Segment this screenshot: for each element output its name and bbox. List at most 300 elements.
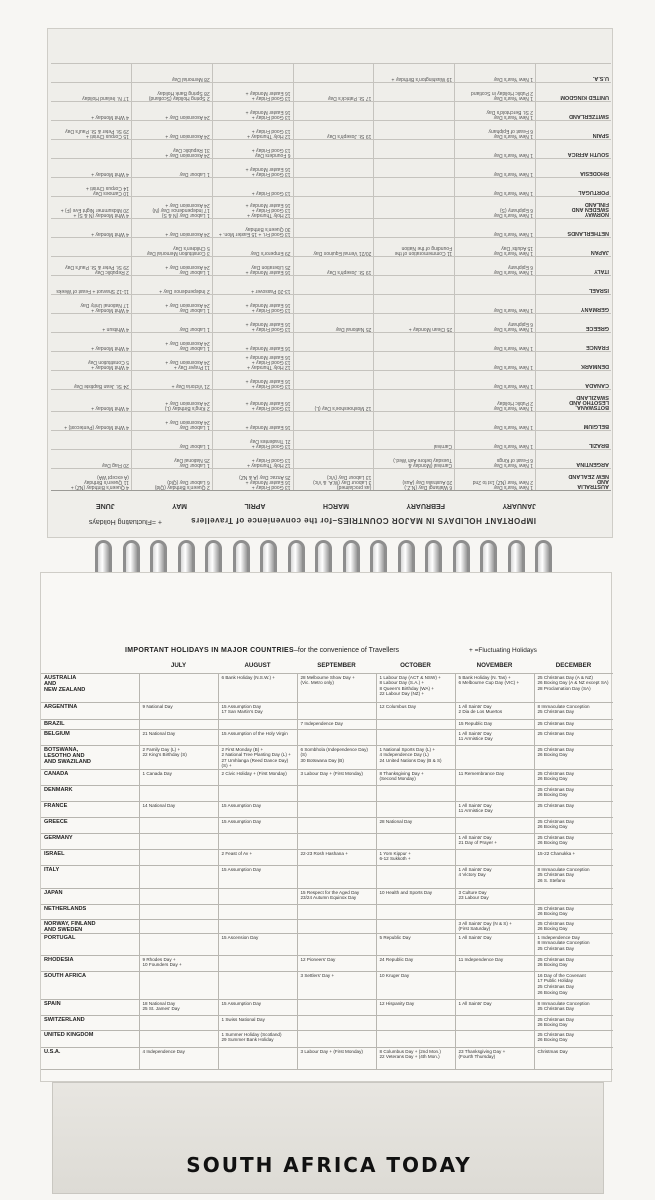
upper-holiday-cell	[373, 257, 454, 275]
upper-holiday-cell: 1 Labour Day 24 Ascension Day +	[131, 257, 212, 275]
holiday-cell: 15 Assumption Day	[218, 801, 297, 817]
holiday-cell	[297, 801, 376, 817]
holiday-cell: 8 Immaculate Conception 25 Christmas Day	[534, 999, 613, 1015]
holiday-cell: 25 Christmas Day	[534, 719, 613, 729]
upper-holiday-cell: 24 Ascension Day +	[131, 102, 212, 120]
country-row	[41, 1015, 613, 1030]
upper-holiday-cell: 1 New Year's Day	[454, 159, 535, 177]
upper-country-row	[51, 237, 611, 256]
month-header: MAY	[172, 502, 188, 509]
upper-holiday-cell: 15 Corpus Christi + 29 St. Peter & St. Paul's Day	[65, 128, 129, 139]
country-name: JAPAN	[41, 888, 139, 904]
holiday-cell: 15 Ascension Day	[218, 933, 297, 955]
holiday-cell: 15 Republic Day	[455, 719, 534, 729]
country-row	[41, 1030, 613, 1047]
upper-country-row	[51, 370, 611, 389]
upper-holiday-cell	[293, 371, 374, 389]
holiday-cell: 1 All Saints' Day	[455, 933, 534, 955]
upper-holiday-cell: 1 New Year's Day 2 New Year (NZ) 1st to 2nd	[454, 469, 535, 490]
upper-country-name: BRAZIL	[535, 431, 611, 449]
lower-calendar-page	[40, 572, 612, 1082]
upper-holiday-cell: 4 Whitsun +	[102, 326, 129, 332]
upper-page-table	[51, 36, 611, 491]
holiday-cell: 5 Bank Holiday (N. Tas) + 6 Melbourne Cup Day (VIC) +	[455, 673, 534, 702]
holiday-cell: 1 Labour Day (ACT & NSW) + 8 Labour Day (S.A.) + 8 Queen's Birthday (WA) + 22 Labour Day (NZ) +	[376, 673, 455, 702]
holiday-cell: 3 Culture Day 23 Labour Day	[455, 888, 534, 904]
fluctuating-holidays-note: + =Fluctuating Holidays	[469, 647, 537, 654]
holiday-cell	[455, 1030, 534, 1047]
calendar-base-card	[52, 1082, 604, 1194]
upper-country-name: ARGENTINA	[535, 450, 611, 468]
upper-holiday-cell	[293, 295, 374, 313]
country-name: GREECE	[41, 817, 139, 833]
upper-holiday-cell: 1 New Year's Day	[454, 64, 535, 82]
upper-holiday-cell: 1 New Year's Day 6 Feast of Epiphany	[454, 121, 535, 139]
holiday-cell: 15-22 Chanukka +	[534, 849, 613, 865]
upper-holiday-cell: 13 Good Friday + 16 Easter Monday +	[212, 295, 293, 313]
holiday-cell	[297, 865, 376, 888]
holiday-cell	[376, 865, 455, 888]
country-row	[41, 865, 613, 888]
upper-holiday-cell: 1 New Year's Day	[454, 371, 535, 389]
holiday-cell: 11 Remembrance Day	[455, 769, 534, 785]
upper-holiday-cell: 1 New Year's Day 6 Epiphany	[454, 314, 535, 332]
country-name: CANADA	[41, 769, 139, 785]
upper-holiday-cell: (as proclaimed) 3 Labour Day (W.A. & Vic) 13 Labour Day (Vic)	[293, 469, 374, 490]
upper-holiday-cell: 17 N. Ireland Holiday	[82, 95, 129, 101]
upper-holiday-cell: 1 Labour Day (N & S) 17 Independence Day (N) 24 Ascension Day +	[131, 197, 212, 218]
upper-holiday-cell: 4 Whit Monday (N & S) + 20 Midsummer Night Eve (F) +	[60, 207, 129, 218]
upper-country-name: RHODESIA	[535, 159, 611, 177]
holiday-cell	[297, 702, 376, 719]
holiday-cell	[218, 1047, 297, 1069]
upper-holiday-cell	[293, 140, 374, 158]
holiday-cell	[139, 933, 218, 955]
country-row	[41, 719, 613, 729]
holiday-cell	[218, 719, 297, 729]
upper-holiday-cell	[293, 352, 374, 370]
holiday-cell: 2 First Monday (B) + 2 National Tree Planting Day (L) + 27 Umhlanga (Reed Dance Day) (S) +	[218, 745, 297, 769]
upper-holiday-cell	[51, 140, 131, 158]
upper-holiday-cell: 13 Good Fri. + 15 Easter Mon. + 30 Queen's Birthday	[212, 219, 293, 237]
upper-holiday-cell: 17 St. Patrick's Day	[293, 83, 374, 101]
upper-country-row	[51, 275, 611, 294]
upper-holiday-cell: 4 Whit Monday +	[91, 171, 129, 177]
upper-country-row	[51, 313, 611, 332]
upper-holiday-cell: 4 Whit Monday +	[91, 114, 129, 120]
upper-page-rotated-content	[48, 29, 613, 538]
holiday-cell: 1 All Saints' Day 4 Victory Day	[455, 865, 534, 888]
upper-holiday-cell	[373, 178, 454, 196]
holiday-cell: 3 Labour Day + (First Monday)	[297, 769, 376, 785]
holiday-cell	[376, 904, 455, 919]
country-name: SWITZERLAND	[41, 1015, 139, 1030]
upper-holiday-cell: 2 Republic Day 29 St. Peter & St. Paul's Day	[65, 264, 129, 275]
upper-holiday-cell	[51, 64, 131, 82]
country-name: GERMANY	[41, 833, 139, 849]
upper-country-name: U.S.A.	[535, 64, 611, 82]
upper-holiday-cell: 13 Good Friday + 16 Easter Monday + 25 Anzac Day (A & NZ)	[212, 469, 293, 490]
upper-holiday-cell: 13 Good Friday +	[212, 178, 293, 196]
country-name: PORTUGAL	[41, 933, 139, 955]
holiday-cell	[297, 904, 376, 919]
month-header: SEPTEMBER	[317, 661, 356, 669]
country-row	[41, 702, 613, 719]
holiday-cell: 1 All Saints' Day 11 Armistice Day	[455, 729, 534, 745]
holiday-cell: 3 All Saints' Day (N & S) + (First Saturday)	[455, 919, 534, 933]
holiday-cell: 8 Thanksgiving Day + (Second Monday)	[376, 769, 455, 785]
holiday-cell: 21 National Day	[139, 729, 218, 745]
holiday-cell: 25 Christmas Day 26 Boxing Day	[534, 769, 613, 785]
holiday-cell	[139, 1030, 218, 1047]
holiday-cell	[218, 904, 297, 919]
holiday-cell: 4 Independence Day	[139, 1047, 218, 1069]
holiday-cell: 25 Christmas Day 26 Boxing Day	[534, 1030, 613, 1047]
holiday-cell	[139, 817, 218, 833]
holiday-cell	[218, 888, 297, 904]
upper-holiday-cell: 1 New Year's Day	[454, 219, 535, 237]
page-title-subtitle: –for the convenience of Travellers	[294, 647, 400, 654]
upper-holiday-cell	[293, 64, 374, 82]
upper-country-name: BELGIUM	[535, 412, 611, 430]
upper-holiday-cell: Carnival	[373, 431, 454, 449]
upper-holiday-cell: 6 Founders Day 13 Good Friday +	[212, 140, 293, 158]
country-name: SOUTH AFRICA	[41, 971, 139, 999]
holiday-table-body	[41, 673, 613, 1069]
upper-country-name: FRANCE	[535, 333, 611, 351]
upper-holiday-cell: 13 Good Friday + 16 Easter Monday +	[212, 102, 293, 120]
holiday-cell	[455, 785, 534, 801]
holiday-cell: 15 Respect for the Aged Day 23/24 Autumn Equinox Day	[297, 888, 376, 904]
upper-country-row	[51, 411, 611, 430]
upper-holiday-cell: 1 New Year's Day	[454, 140, 535, 158]
upper-holiday-cell: 28 Memorial Day	[131, 64, 212, 82]
upper-country-row	[51, 139, 611, 158]
holiday-cell: 1 Canada Day	[139, 769, 218, 785]
holiday-cell: 25 Christmas Day 26 Boxing Day	[534, 919, 613, 933]
holiday-cell: 28 National Day	[376, 817, 455, 833]
upper-country-row	[51, 218, 611, 237]
month-header: APRIL	[244, 502, 266, 509]
country-name: ARGENTINA	[41, 702, 139, 719]
holiday-cell: 8 Immaculate Conception 25 Christmas Day	[534, 702, 613, 719]
country-row	[41, 833, 613, 849]
holiday-cell: 12 Pioneers' Day	[297, 955, 376, 971]
upper-holiday-cell: 29 Emperor's Day	[212, 238, 293, 256]
upper-holiday-cell	[131, 178, 212, 196]
holiday-cell	[139, 1015, 218, 1030]
holiday-cell	[297, 785, 376, 801]
holiday-cell: 23 Thanksgiving Day + (Fourth Thursday)	[455, 1047, 534, 1069]
holiday-cell: 2 Family Day (L) + 22 King's Birthday (S)	[139, 745, 218, 769]
upper-holiday-cell: 16 Easter Monday +	[212, 412, 293, 430]
holiday-cell: 3 Labour Day + (First Monday)	[297, 1047, 376, 1069]
upper-holiday-cell	[293, 333, 374, 351]
upper-holiday-cell: 2 Queen's Birthday (Qld) 6 Labour Day (Qld)	[131, 469, 212, 490]
upper-country-name: SOUTH AFRICA	[535, 140, 611, 158]
upper-country-name: SWITZERLAND	[535, 102, 611, 120]
holiday-cell: 6 Sombhola (Independence Day) (S) 30 Botswana Day (B)	[297, 745, 376, 769]
country-name: RHODESIA	[41, 955, 139, 971]
upper-holiday-cell: 1 Labour Day 24 Ascension Day +	[131, 295, 212, 313]
holiday-cell: 1 Yom Kippur + 6-12 Sukkoth +	[376, 849, 455, 865]
country-name: ISRAEL	[41, 849, 139, 865]
holiday-cell: 8 Immaculate Conception 25 Christmas Day 26 S. Stefano	[534, 865, 613, 888]
holiday-cell	[218, 971, 297, 999]
country-name: U.S.A.	[41, 1047, 139, 1069]
upper-holiday-cell: 13 Good Friday + 16 Easter Monday +	[212, 371, 293, 389]
holiday-cell	[218, 919, 297, 933]
holiday-cell	[139, 904, 218, 919]
upper-holiday-cell	[293, 219, 374, 237]
holiday-cell	[218, 785, 297, 801]
holiday-cell	[139, 849, 218, 865]
holiday-cell	[376, 719, 455, 729]
upper-holiday-cell: Carnival (Monday & Tuesday before Ash Wed.)	[373, 450, 454, 468]
country-row	[41, 801, 613, 817]
upper-holiday-cell: 25 National Day	[293, 314, 374, 332]
holiday-cell	[455, 817, 534, 833]
upper-holiday-cell: 1 New Year's Day 15 Adults' Day	[454, 238, 535, 256]
holiday-cell	[455, 904, 534, 919]
upper-holiday-cell	[212, 64, 293, 82]
holiday-cell	[376, 729, 455, 745]
holiday-cell: 15 Assumption Day	[218, 999, 297, 1015]
holiday-cell: 15 Assumption of the Holy Virgin	[218, 729, 297, 745]
upper-holiday-cell	[293, 431, 374, 449]
holiday-cell	[297, 1030, 376, 1047]
upper-holiday-cell: 2 King's Birthday (L) 24 Ascension Day +	[131, 390, 212, 411]
holiday-cell	[376, 1015, 455, 1030]
upper-holiday-cell: 10 Camoes Day 14 Corpus Christi +	[85, 185, 129, 196]
upper-country-row	[51, 256, 611, 275]
upper-holiday-cell	[373, 390, 454, 411]
country-row	[41, 999, 613, 1015]
month-header: AUGUST	[244, 661, 271, 669]
holiday-cell: 2 Feast of Av +	[218, 849, 297, 865]
upper-holiday-cell	[373, 83, 454, 101]
holiday-cell: 15 Assumption Day	[218, 865, 297, 888]
country-row	[41, 955, 613, 971]
country-name: NETHERLANDS	[41, 904, 139, 919]
holiday-table	[41, 659, 613, 1070]
holiday-cell	[455, 1015, 534, 1030]
upper-holiday-cell: 19 Washington's Birthday +	[373, 64, 454, 82]
country-name: BELGIUM	[41, 729, 139, 745]
holiday-cell	[297, 933, 376, 955]
upper-country-row	[51, 430, 611, 449]
country-row	[41, 919, 613, 933]
holiday-cell: 7 Independence Day	[297, 719, 376, 729]
upper-holiday-cell: 4 Whit Monday +	[91, 345, 129, 351]
upper-holiday-cell: 20/21 Vernal Equinox Day	[293, 238, 374, 256]
upper-holiday-cell: 21 Victoria Day +	[131, 371, 212, 389]
holiday-cell	[139, 833, 218, 849]
upper-holiday-cell: 20 Flag Day	[101, 462, 129, 468]
country-column-header	[41, 659, 139, 673]
holiday-cell: 1 All Saints' Day 11 Armistice Day	[455, 801, 534, 817]
holiday-cell	[139, 971, 218, 999]
holiday-cell	[376, 833, 455, 849]
holiday-cell: 2 Civic Holiday + (First Monday)	[218, 769, 297, 785]
country-row	[41, 817, 613, 833]
upper-holiday-cell	[373, 333, 454, 351]
country-row	[41, 933, 613, 955]
holiday-cell: 6 Bank Holiday (N.S.W.) +	[218, 673, 297, 702]
holiday-cell: 1 All Saints' Day 2 Dia de Los Muertos	[455, 702, 534, 719]
country-row	[41, 849, 613, 865]
upper-holiday-cell: 4 Whit Monday (Pentecost) +	[64, 424, 129, 430]
holiday-cell	[455, 745, 534, 769]
holiday-cell: 5 Republic Day	[376, 933, 455, 955]
upper-holiday-cell	[293, 276, 374, 294]
holiday-cell	[139, 888, 218, 904]
holiday-cell	[455, 849, 534, 865]
upper-holiday-cell	[373, 159, 454, 177]
upper-holiday-cell	[373, 352, 454, 370]
upper-country-name: PORTUGAL	[535, 178, 611, 196]
upper-country-row	[51, 294, 611, 313]
page-title	[125, 647, 399, 654]
upper-holiday-cell: 1 Labour Day	[131, 159, 212, 177]
upper-holiday-cell	[373, 295, 454, 313]
country-name: BOTSWANA, LESOTHO AND AND SWAZILAND	[41, 745, 139, 769]
holiday-cell: 25 Christmas Day 26 Boxing Day	[534, 955, 613, 971]
holiday-cell: Christmas Day	[534, 1047, 613, 1069]
upper-holiday-cell: 12 Holy Thursday + 13 Good Friday +	[212, 121, 293, 139]
upper-holiday-cell: 24 Ascension Day +	[131, 121, 212, 139]
holiday-cell: 15 Assumption Day	[218, 817, 297, 833]
holiday-cell	[139, 919, 218, 933]
holiday-cell: 14 National Day	[139, 801, 218, 817]
upper-holiday-cell	[293, 102, 374, 120]
upper-country-row	[51, 332, 611, 351]
upper-holiday-cell: 1 New Year's Day 2 Public Holiday	[454, 390, 535, 411]
holiday-cell	[297, 999, 376, 1015]
holiday-cell	[455, 971, 534, 999]
upper-country-row	[51, 389, 611, 411]
upper-holiday-cell: 1 Labour Day 24 Ascension Day +	[131, 412, 212, 430]
upper-holiday-cell: 24 St. Jean Baptiste Day	[73, 383, 129, 389]
upper-holiday-cell: 12 Holy Thursday + 13 Good Friday + 16 Easter Monday +	[212, 352, 293, 370]
upper-holiday-cell: 1 Labour Day	[131, 431, 212, 449]
upper-holiday-cell	[373, 412, 454, 430]
upper-holiday-cell: 12 Moshoeshoe's Day (L)	[293, 390, 374, 411]
upper-country-row	[51, 351, 611, 370]
holiday-cell: 22-23 Rosh Hashana +	[297, 849, 376, 865]
upper-holiday-cell	[373, 121, 454, 139]
upper-holiday-cell: 1 New Year's Day 2 Public Holiday in Scotland	[454, 83, 535, 101]
holiday-cell	[297, 833, 376, 849]
upper-country-name: GREECE	[535, 314, 611, 332]
holiday-cell: 24 Republic Day	[376, 955, 455, 971]
upper-page-flag-note: + =Fluctuating Holidays	[88, 518, 162, 525]
holiday-cell: 1 All Saints' Day	[455, 999, 534, 1015]
upper-holiday-cell: 1 New Year's Day	[454, 295, 535, 313]
country-name: SPAIN	[41, 999, 139, 1015]
upper-holiday-cell: 2 Independence Day +	[131, 276, 212, 294]
upper-page-months	[96, 502, 536, 509]
upper-country-row	[51, 468, 611, 490]
upper-holiday-cell: 13 Good Friday + 16 Easter Monday +	[212, 390, 293, 411]
holiday-cell	[297, 817, 376, 833]
upper-holiday-cell: 25 Clean Monday +	[373, 314, 454, 332]
upper-holiday-cell	[373, 140, 454, 158]
holiday-cell	[376, 919, 455, 933]
upper-holiday-cell	[293, 197, 374, 218]
upper-holiday-cell	[454, 276, 535, 294]
upper-country-row	[51, 196, 611, 218]
upper-holiday-cell: 19 St. Joseph's Day	[293, 121, 374, 139]
upper-holiday-cell	[293, 450, 374, 468]
upper-country-name: ISRAEL	[535, 276, 611, 294]
holiday-cell: 12 Hispanity Day	[376, 999, 455, 1015]
upper-holiday-cell: 1 Labour Day 25 National Day	[131, 450, 212, 468]
holiday-cell	[218, 833, 297, 849]
country-name: FRANCE	[41, 801, 139, 817]
upper-holiday-cell	[373, 197, 454, 218]
upper-country-name: UNITED KINGDOM	[535, 83, 611, 101]
country-name: ITALY	[41, 865, 139, 888]
holiday-cell: 1 National Sports Day (L) + 4 Independence Day (L) 24 United Nations Day (B & S)	[376, 745, 455, 769]
month-header: JANUARY	[502, 502, 536, 509]
holiday-cell	[297, 1015, 376, 1030]
upper-holiday-cell: 13 Good Friday + 16 Easter Monday +	[212, 159, 293, 177]
upper-holiday-cell: 1 Labour Day 24 Ascension Day +	[131, 333, 212, 351]
holiday-cell: 8 Columbus Day + (2nd Mon.) 22 Veterans Day + (4th Mon.)	[376, 1047, 455, 1069]
upper-holiday-cell: 13 Good Friday + 16 Easter Monday +	[212, 83, 293, 101]
upper-holiday-cell	[373, 276, 454, 294]
country-name: BRAZIL	[41, 719, 139, 729]
holiday-cell: 9 Rhodes Day + 10 Founders Day +	[139, 955, 218, 971]
upper-country-row	[51, 449, 611, 468]
upper-holiday-cell: 1 New Year's Day 6 Epiphany (S)	[454, 197, 535, 218]
country-row	[41, 785, 613, 801]
upper-holiday-cell	[293, 159, 374, 177]
upper-country-name: ITALY	[535, 257, 611, 275]
month-header: DECEMBER	[555, 661, 592, 669]
country-row	[41, 888, 613, 904]
holiday-cell	[297, 729, 376, 745]
upper-holiday-cell: 24 Ascension Day +	[131, 219, 212, 237]
upper-holiday-cell: 16 Easter Monday + 25 Liberation Day	[212, 257, 293, 275]
upper-country-name: CANADA	[535, 371, 611, 389]
upper-holiday-cell: 4 Queen's Birthday (NZ) + 11 Queen's Birthday (A except WA)	[70, 474, 129, 490]
upper-country-row	[51, 82, 611, 101]
month-header: OCTOBER	[400, 661, 431, 669]
holiday-cell	[139, 673, 218, 702]
holiday-cell	[376, 1030, 455, 1047]
upper-country-name: GERMANY	[535, 295, 611, 313]
holiday-cell	[139, 865, 218, 888]
upper-country-name: SPAIN	[535, 121, 611, 139]
upper-country-row	[51, 158, 611, 177]
upper-country-row	[51, 101, 611, 120]
upper-holiday-cell: 24 Ascension Day + 31 Republic Day	[131, 140, 212, 158]
upper-holiday-cell	[293, 412, 374, 430]
holiday-cell: 12 Columbus Day	[376, 702, 455, 719]
holiday-cell	[376, 785, 455, 801]
upper-country-name: DENMARK	[535, 352, 611, 370]
country-row	[41, 673, 613, 702]
holiday-cell: 25 Christmas Day 26 Boxing Day	[534, 817, 613, 833]
upper-holiday-cell: 12 Holy Thursday + 13 Good Friday + 16 Easter Monday +	[212, 197, 293, 218]
holiday-cell: 11 Independence Day	[455, 955, 534, 971]
upper-holiday-cell: 11-12 Shavuot + Feast of Weeks	[56, 288, 129, 294]
upper-holiday-cell	[373, 102, 454, 120]
upper-holiday-cell: 4 Whit Monday + 5 Constitution Day	[88, 359, 129, 370]
holiday-cell: 16 Day of the Covenant 17 Public Holiday 25 Christmas Day 26 Boxing Day	[534, 971, 613, 999]
